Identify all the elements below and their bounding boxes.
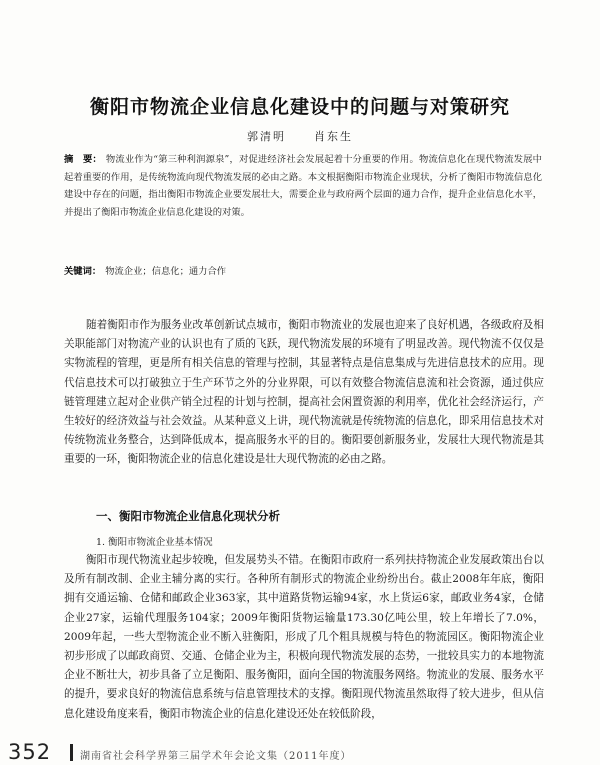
keywords-label: 关键词： (64, 266, 102, 277)
article-title: 衡阳市物流企业信息化建设中的问题与对策研究 (89, 96, 510, 118)
keywords-text: 物流企业；信息化；通力合作 (105, 266, 227, 277)
section-paragraph: 衡阳市现代物流业起步较晚，但发展势头不错。在衡阳市政府一系列扶持物流企业发展政策出台以及所有制改制、企业主辅分离的实行。各种所有制形式的物流企业纷纷出台。截止2008年年底，衡阳拥有交通运输、仓储和邮政企业363家，其中道路货物运输94家，水上货运6家，邮政业务4家，仓储企业27家，运输代理服务104家；2009年衡阳货物运输量173.30亿吨公里，较上年增长了7.0%，2009年起，一些大型物流企业不断入驻衡阳，形成了几个粗具规模与特色的物流园区。衡阳物流企业初步形成了以邮政商贸、交通、仓储企业为主，积极向现代物流发展的态势，一批较具实力的本地物流企业不断壮大，初步具备了立足衡阳、服务衡阳，面向全国的物流服务网络。物流业的发展、服务水平的提升，要求良好的物流信息系统与信息管理技术的支撑。衡阳现代物流虽然取得了较大进步，但从信息化建设角度来看，衡阳市物流企业的信息化建设还处在较低阶段， (64, 554, 544, 720)
subsection-heading: 1. 衡阳市物流企业基本情况 (96, 537, 213, 548)
keywords (64, 263, 542, 280)
abstract (64, 151, 542, 221)
intro-paragraph: 随着衡阳市作为服务业改革创新试点城市，衡阳市物流业的发展也迎来了良好机遇，各级政府及相关职能部门对物流产业的认识也有了质的飞跃，现代物流发展的环境有了明显改善。现代物流不仅仅是实物流程的管理，更是所有相关信息的管理与控制，其显著特点是信息集成与先进信息技术的应用。现代信息技术可以打破独立于生产环节之外的分业界限，可以有效整合物流信息流和社会资源，通过供应链管理建立起对企业供产销全过程的计划与控制，提高社会闲置资源的利用率，优化社会经济运行，产生较好的经济效益与社会效益。从某种意义上讲，现代物流就是传统物流的信息化，即采用信息技术对传统物流业务整合，达到降低成本，提高服务水平的目的。衡阳要创新服务业，发展壮大现代物流是其重要的一环，衡阳物流企业的信息化建设是壮大现代物流的必由之路。 (64, 319, 544, 466)
section-heading: 一、衡阳市物流企业信息化现状分析 (96, 509, 280, 523)
journal-name: 湖南省社会科学界第三届学术年会论文集（2011年度） (80, 751, 352, 762)
article-authors (0, 128, 600, 144)
footer-divider (70, 744, 73, 761)
author-1: 郭清明 (247, 130, 286, 143)
abstract-label: 摘 要： (64, 154, 102, 165)
author-2: 肖东生 (314, 130, 353, 143)
page-footer (0, 740, 600, 765)
abstract-text: 物流业作为“第三种利润源泉”，对促进经济社会发展起着十分重要的作用。物流信息化在现代物流发展中起着重要的作用，是传统物流向现代物流发展的必由之路。本文根据衡阳市物流企业现状，分析了衡阳市物流信息化建设中存在的问题，指出衡阳市物流企业要发展壮大，需要企业与政府两个层面的通力合作，提升企业信息化水平，并提出了衡阳市物流企业信息化建设的对策。 (64, 154, 542, 218)
page-number: 352 (8, 740, 52, 764)
